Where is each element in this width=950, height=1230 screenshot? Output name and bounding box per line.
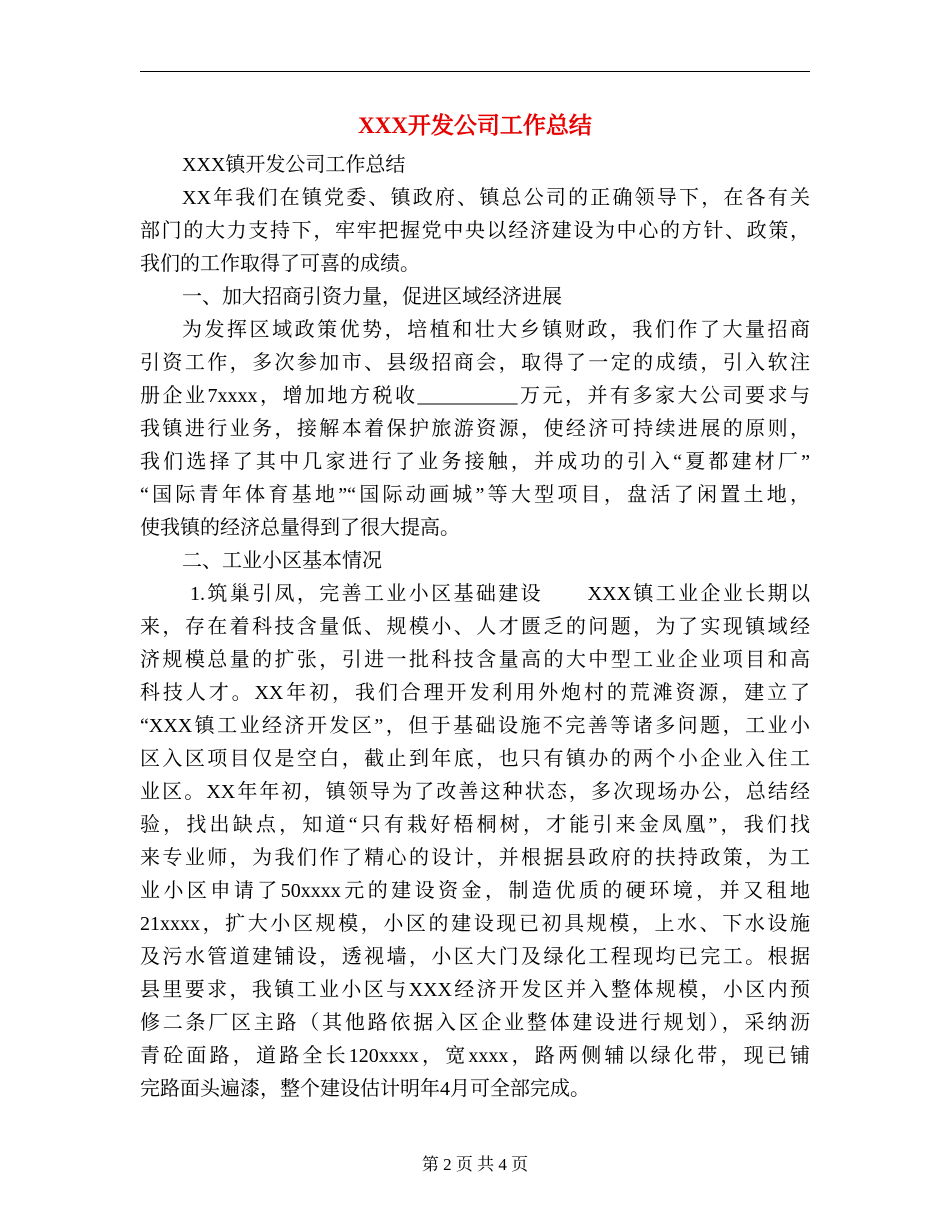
subtitle-paragraph [140, 149, 810, 182]
body-line: 业小区申请了50xxxx元的建设资金，制造优质的硬环境，并又租地 [140, 880, 810, 902]
body-line: 为发挥区域政策优势，培植和壮大乡镇财政，我们作了大量招商 [182, 319, 810, 341]
body-line: 区入区项目仅是空白，截止到年底，也只有镇办的两个小企业入住工 [140, 748, 810, 770]
body-line: 部门的大力支持下，牢牢把握党中央以经济建设为中心的方针、政策， [140, 220, 810, 242]
section-heading: 一、加大招商引资力量，促进区域经济进展 [182, 286, 562, 308]
investment-paragraph [140, 314, 810, 545]
header-rule [140, 71, 810, 72]
body-line: 使我镇的经济总量得到了很大提高。 [140, 517, 460, 539]
document-body [140, 149, 810, 1106]
body-line: 册企业7xxxx，增加地方税收__________万元，并有多家大公司要求与 [140, 385, 810, 407]
section-heading-2 [140, 545, 810, 578]
body-line: 来专业师，为我们作了精心的设计，并根据县政府的扶持政策，为工 [140, 847, 810, 869]
body-line: 引资工作，多次参加市、县级招商会，取得了一定的成绩，引入软注 [140, 352, 810, 374]
body-line: 修二条厂区主路（其他路依据入区企业整体建设进行规划），采纳沥 [140, 1012, 810, 1034]
body-line: 青砼面路，道路全长120xxxx，宽xxxx，路两侧辅以绿化带，现已铺 [140, 1045, 810, 1067]
section-heading-1 [140, 281, 810, 314]
subtitle-line: XXX镇开发公司工作总结 [182, 154, 406, 176]
body-line: 1.筑巢引凤，完善工业小区基础建设 XXX镇工业企业长期以 [190, 583, 810, 605]
body-line: XX年我们在镇党委、镇政府、镇总公司的正确领导下，在各有关 [182, 187, 810, 209]
body-line: 县里要求，我镇工业小区与XXX经济开发区并入整体规模，小区内预 [140, 979, 810, 1001]
body-line: 科技人才。XX年初，我们合理开发利用外炮村的荒滩资源，建立了 [140, 682, 810, 704]
intro-paragraph [140, 182, 810, 281]
body-line: “XXX镇工业经济开发区”，但于基础设施不完善等诸多问题，工业小 [140, 715, 810, 737]
body-line: 完路面头遍漆，整个建设估计明年4月可全部完成。 [140, 1078, 590, 1100]
document-title: XXX开发公司工作总结 [358, 113, 592, 138]
body-line: 来，存在着科技含量低、规模小、人才匮乏的问题，为了实现镇域经 [140, 616, 810, 638]
body-line: 我们选择了其中几家进行了业务接触，并成功的引入“夏都建材厂” [140, 451, 810, 473]
section-heading: 二、工业小区基本情况 [182, 550, 382, 572]
body-line: 我镇进行业务，接解本着保护旅游资源，使经济可持续进展的原则， [140, 418, 810, 440]
body-line: 济规模总量的扩张，引进一批科技含量高的大中型工业企业项目和高 [140, 649, 810, 671]
body-line: 验，找出缺点，知道“只有栽好梧桐树，才能引来金凤凰”，我们找 [140, 814, 810, 836]
body-line: 我们的工作取得了可喜的成绩。 [140, 253, 420, 275]
industrial-zone-paragraph [140, 578, 810, 1106]
body-line: 业区。XX年年初，镇领导为了改善这种状态，多次现场办公，总结经 [140, 781, 810, 803]
body-line: 21xxxx，扩大小区规模，小区的建设现已初具规模，上水、下水设施 [140, 913, 810, 935]
page-number-footer: 第 2 页 共 4 页 [421, 1155, 529, 1174]
body-line: 及污水管道建铺设，透视墙，小区大门及绿化工程现均已完工。根据 [140, 946, 810, 968]
body-line: “国际青年体育基地”“国际动画城”等大型项目，盘活了闲置土地， [140, 484, 810, 506]
